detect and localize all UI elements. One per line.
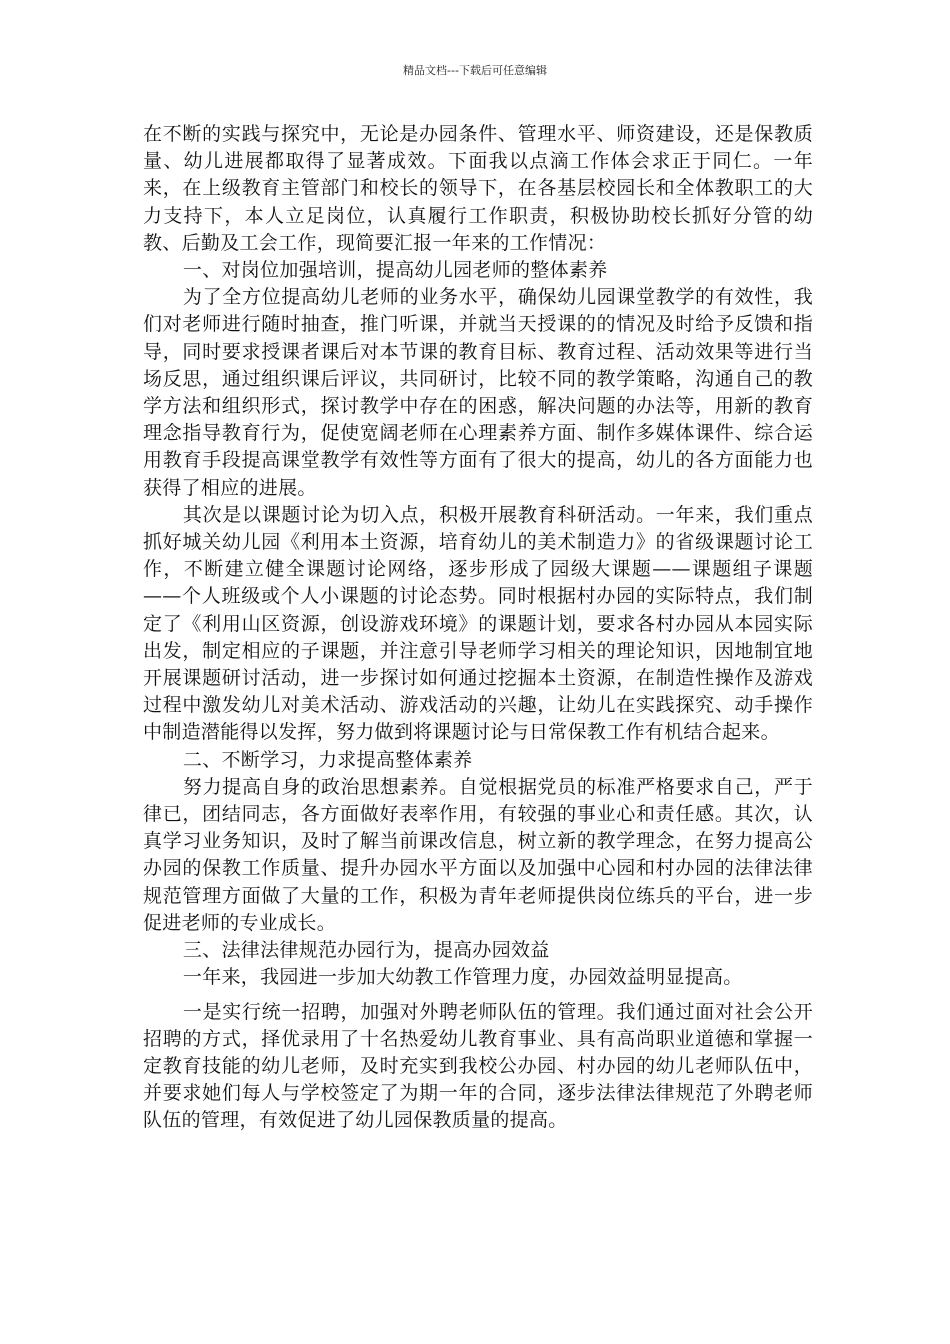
page-header: 精品文档---下载后可任意编辑 — [403, 64, 547, 77]
paragraph-research: 其次是以课题讨论为切入点，积极开展教育科研活动。一年来，我们重点抓好城关幼儿园《利用本土资源，培育幼儿的美术制造力》的省级课题讨论工作，不断建立健全课题讨论网络，逐步形成了园级大课题——课题组子课题——个人班级或个人小课题的讨论态势。同时根据村办园的实际特点，我们制定了《利用山区资源，创设游戏环境》的课题计划，要求各村办园从本园实际出发，制定相应的子课题，并注意引导老师学习相关的理论知识，因地制宜地开展课题研讨活动，进一步探讨如何通过挖掘本土资源，在制造性操作及游戏过程中激发幼儿对美术活动、游戏活动的兴趣，让幼儿在实践探究、动手操作中制造潜能得以发挥，努力做到将课题讨论与日常保教工作有机结合起来。 — [143, 503, 813, 744]
section-heading-1: 一、对岗位加强培训，提高幼儿园老师的整体素养 — [182, 259, 608, 282]
paragraph-intro: 在不断的实践与探究中，无论是办园条件、管理水平、师资建设，还是保教质量、幼儿进展都取得了显著成效。下面我以点滴工作体会求正于同仁。一年来，在上级教育主管部门和校长的领导下，在各基层校园长和全体教职工的大力支持下，本人立足岗位，认真履行工作职责，积极协助校长抓好分管的幼教、后勤及工会工作，现简要汇报一年来的工作情况： — [143, 123, 813, 254]
paragraph-study: 努力提高自身的政治思想素养。自觉根据党员的标准严格要求自己，严于律已，团结同志，各方面做好表率作用，有较强的事业心和责任感。其次，认真学习业务知识，及时了解当前课改信息，树立新的教学理念，在努力提高公办园的保教工作质量、提升办园水平方面以及加强中心园和村办园的法律法律规范管理方面做了大量的工作，积极为青年老师提供岗位练兵的平台，进一步促进老师的专业成长。 — [143, 775, 813, 934]
paragraph-efficiency: 一年来，我园进一步加大幼教工作管理力度，办园效益明显提高。 — [182, 966, 743, 989]
paragraph-training: 为了全方位提高幼儿老师的业务水平，确保幼儿园课堂教学的有效性，我们对老师进行随时抽查，推门听课，并就当天授课的的情况及时给予反馈和指导，同时要求授课者课后对本节课的教育目标、教育过程、活动效果等进行当场反思，通过组织课后评议，共同研讨，比较不同的教学策略，沟通自己的教学方法和组织形式，探讨教学中存在的困惑，解决问题的办法等，用新的教育理念指导教育行为，促使宽阔老师在心理素养方面、制作多媒体课件、综合运用教育手段提高课堂教学有效性等方面有了很大的提高，幼儿的各方面能力也获得了相应的进展。 — [143, 286, 813, 499]
document-body — [143, 121, 813, 1135]
section-heading-3: 三、法律法律规范办园行为，提高办园效益 — [182, 939, 550, 962]
paragraph-recruitment: 一是实行统一招聘，加强对外聘老师队伍的管理。我们通过面对社会公开招聘的方式，择优录用了十名热爱幼儿教育事业、具有高尚职业道德和掌握一定教育技能的幼儿老师，及时充实到我校公办园、村办园的幼儿老师队伍中，并要求她们每人与学校签定了为期一年的合同，逐步法律法律规范了外聘老师队伍的管理，有效促进了幼儿园保教质量的提高。 — [143, 1000, 813, 1132]
section-heading-2: 二、不断学习，力求提高整体素养 — [182, 748, 473, 771]
